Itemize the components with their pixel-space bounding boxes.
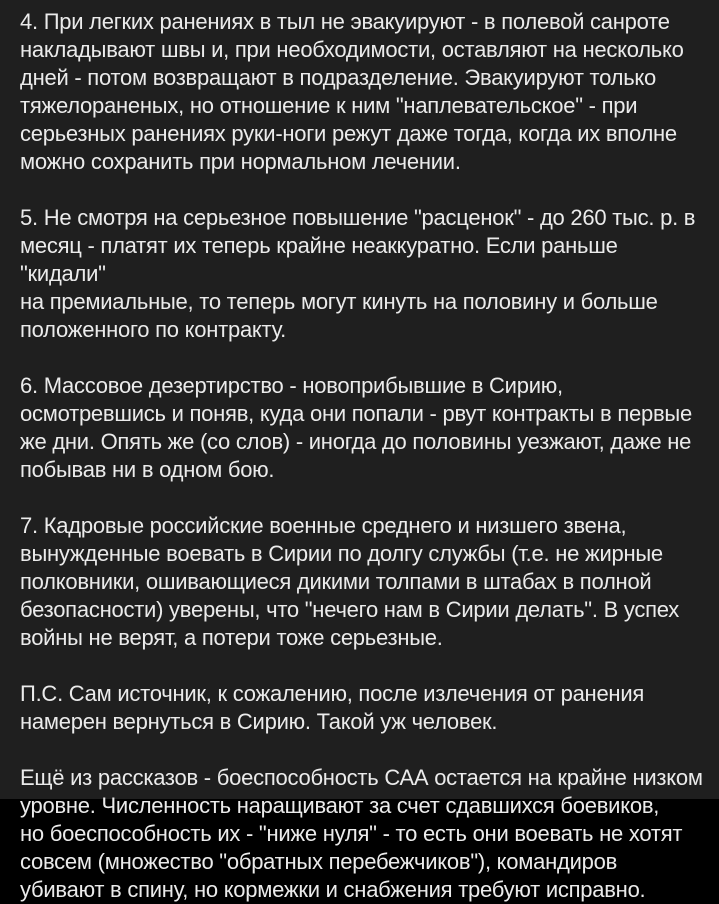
paragraph-point-4: 4. При легких ранениях в тыл не эвакуируют - в полевой санроте накладывают швы и, при необходимости, оставляют на несколько дней - потом возвращают в подразделение. Эвакуируют только тяжелораненых, но отношение к ним "наплевательское" - при серьезных ранениях руки-ноги режут даже тогда, когда их вполне можно сохранить при нормальном лечении. [20, 9, 684, 174]
paragraph-point-7: 7. Кадровые российские военные среднего и низшего звена, вынужденные воевать в Сирии по долгу службы (т.е. не жирные полковники, ошивающиеся дикими толпами в штабах в полной безопасности) уверены, что "нечего нам в Сирии делать". В успех войны не верят, а потери тоже серьезные. [20, 513, 680, 650]
paragraph-ps: П.С. Сам источник, к сожалению, после излечения от ранения намерен вернуться в Сирию. Такой уж человек. [20, 681, 645, 734]
paragraph-more-stories: Ещё из рассказов - боеспособность САА остается на крайне низком уровне. Численность наращивают за счет сдавшихся боевиков, но боеспособность их - "ниже нуля" - то есть они воевать не хотят совсем (множество "обратных перебежчиков"), командиров убивают в спину, но кормежки и снабжения требуют исправно. [20, 765, 703, 902]
paragraph-point-5: 5. Не смотря на серьезное повышение "расценок" - до 260 тыс. р. в месяц - платят их теперь крайне неаккуратно. Если раньше "кидали" на премиальные, то теперь могут кинуть на половину и больше положенного по контракту. [20, 205, 696, 342]
paragraph-point-6: 6. Массовое дезертирство - новоприбывшие в Сирию, осмотревшись и поняв, куда они попали - рвут контракты в первые же дни. Опять же (со слов) - иногда до половины уезжают, даже не побывав ни в одном бою. [20, 373, 692, 482]
